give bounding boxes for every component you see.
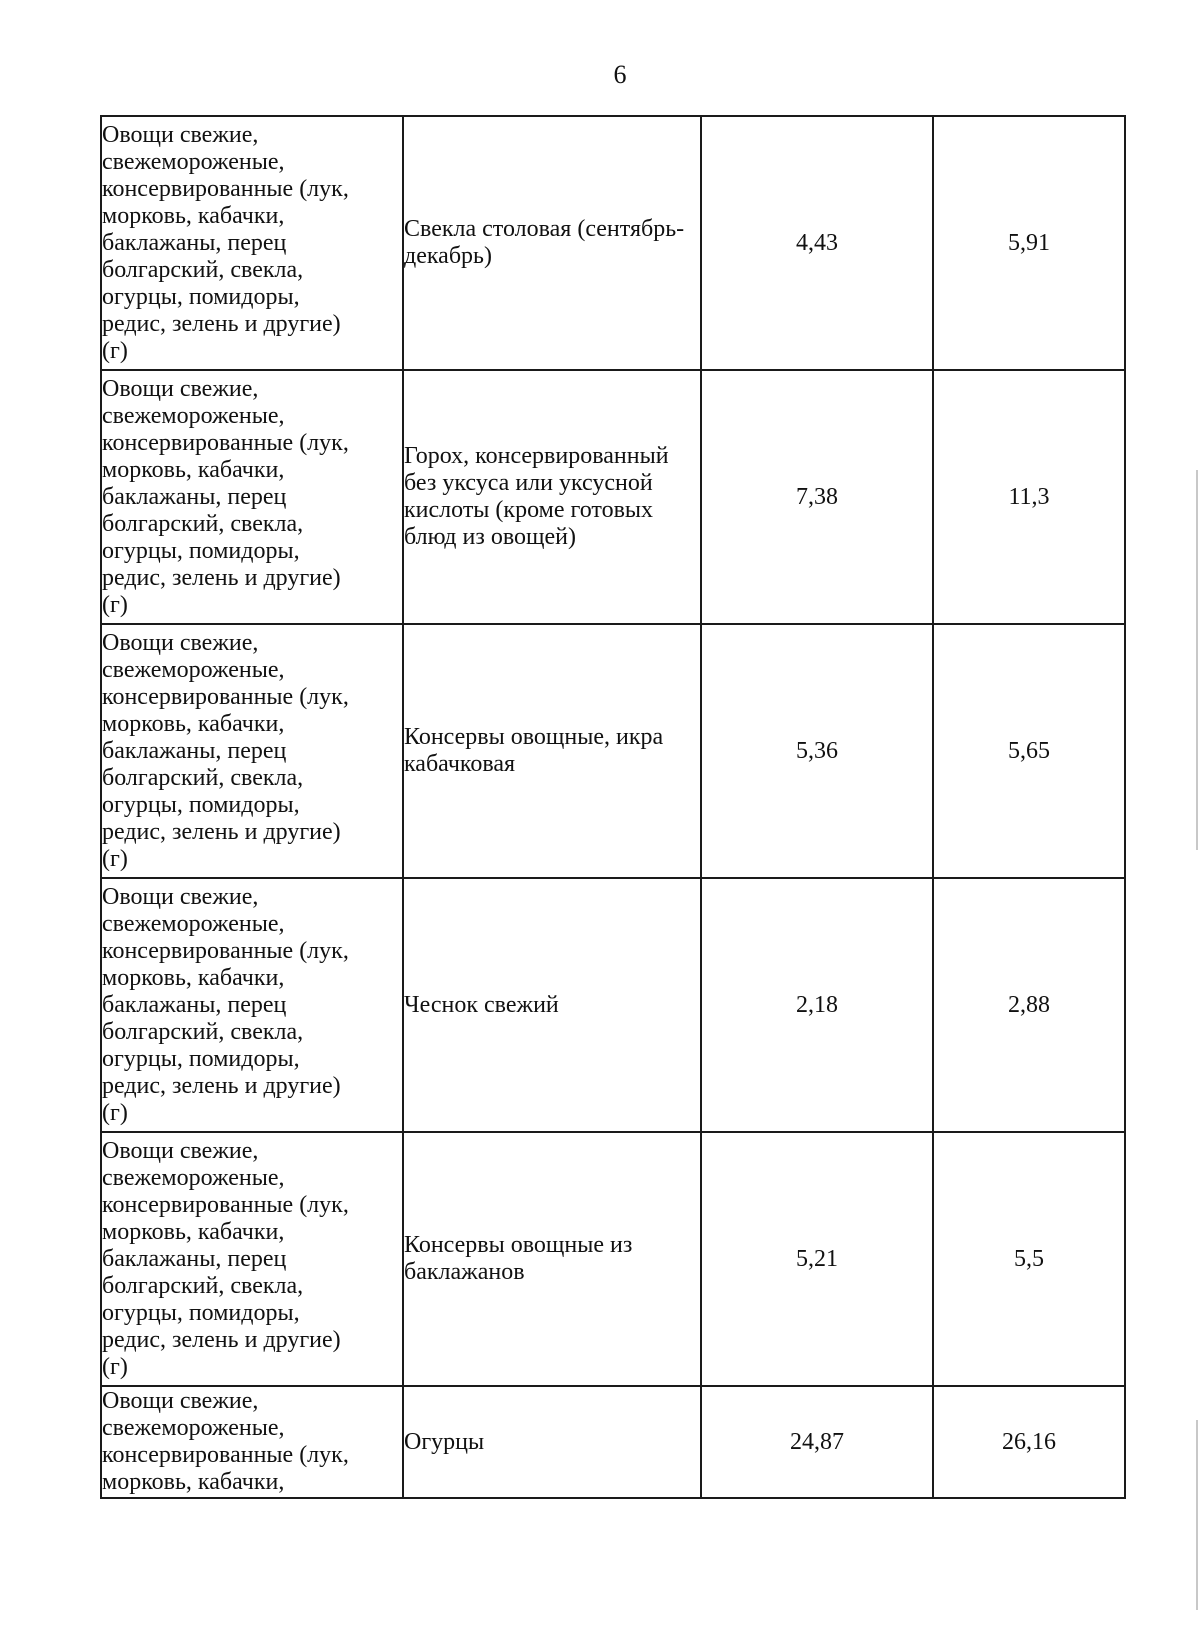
table-row [101,1386,1125,1498]
value-1-cell: 2,18 [701,878,933,1132]
value-1-cell: 24,87 [701,1386,933,1498]
value-2-cell: 11,3 [933,370,1125,624]
category-cell: Овощи свежие, свежемороженые, консервированные (лук, морковь, кабачки, баклажаны, перец болгарский, свекла, огурцы, помидоры, редис, зелень и другие) (г) [101,878,403,1132]
product-cell: Огурцы [403,1386,701,1498]
category-cell: Овощи свежие, свежемороженые, консервированные (лук, морковь, кабачки, баклажаны, перец болгарский, свекла, огурцы, помидоры, редис, зелень и другие) (г) [101,116,403,370]
value-2-cell: 26,16 [933,1386,1125,1498]
category-cell: Овощи свежие, свежемороженые, консервированные (лук, морковь, кабачки, баклажаны, перец болгарский, свекла, огурцы, помидоры, редис, зелень и другие) (г) [101,624,403,878]
product-cell: Свекла столовая (сентябрь-декабрь) [403,116,701,370]
value-1-cell: 7,38 [701,370,933,624]
category-cell: Овощи свежие, свежемороженые, консервированные (лук, морковь, кабачки, [101,1386,403,1498]
scan-edge-line [1196,470,1198,850]
table-row [101,116,1125,370]
value-1-cell: 4,43 [701,116,933,370]
product-cell: Чеснок свежий [403,878,701,1132]
category-cell: Овощи свежие, свежемороженые, консервированные (лук, морковь, кабачки, баклажаны, перец болгарский, свекла, огурцы, помидоры, редис, зелень и другие) (г) [101,1132,403,1386]
value-2-cell: 5,91 [933,116,1125,370]
table-row [101,1132,1125,1386]
product-cell: Консервы овощные из баклажанов [403,1132,701,1386]
value-1-cell: 5,36 [701,624,933,878]
table-row [101,370,1125,624]
scan-edge-line [1196,1420,1198,1610]
product-cell: Горох, консервированный без уксуса или уксусной кислоты (кроме готовых блюд из овощей) [403,370,701,624]
category-cell: Овощи свежие, свежемороженые, консервированные (лук, морковь, кабачки, баклажаны, перец болгарский, свекла, огурцы, помидоры, редис, зелень и другие) (г) [101,370,403,624]
value-2-cell: 5,5 [933,1132,1125,1386]
product-norms-table [100,115,1126,1499]
value-2-cell: 2,88 [933,878,1125,1132]
product-cell: Консервы овощные, икра кабачковая [403,624,701,878]
table-row [101,624,1125,878]
table-row [101,878,1125,1132]
page-number: 6 [613,60,627,89]
value-1-cell: 5,21 [701,1132,933,1386]
value-2-cell: 5,65 [933,624,1125,878]
